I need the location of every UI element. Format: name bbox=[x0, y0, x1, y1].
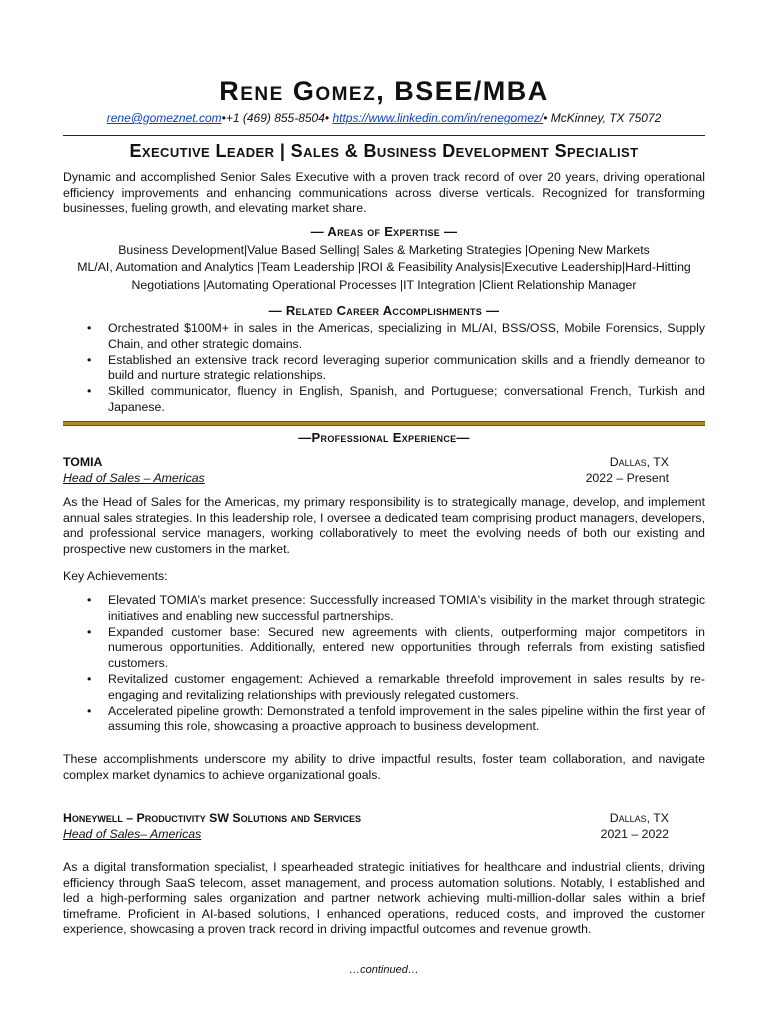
email-link[interactable]: rene@gomeznet.com bbox=[106, 111, 222, 125]
list-item: • Established an extensive track record leveraging superior communication skills and a friendly demeanor to build and nurture strategic relationships. bbox=[108, 353, 705, 384]
job-title: Head of Sales– Americas bbox=[63, 827, 202, 841]
list-item: • Skilled communicator, fluency in English, Spanish, and Portuguese; conversational French, Turkish and Japanese. bbox=[108, 384, 705, 415]
job-dates: 2022 – Present bbox=[585, 471, 669, 485]
accomplishments-heading: — Related Career Accomplishments — bbox=[268, 303, 500, 318]
expertise-line: ML/AI, Automation and Analytics |Team Leadership |ROI & Feasibility Analysis|Executive Leadership|Hard-Hitting bbox=[77, 260, 691, 274]
list-item: • Elevated TOMIA’s market presence: Successfully increased TOMIA's visibility in the market through strategic initiatives and enabling new successful partnerships. bbox=[108, 593, 705, 624]
candidate-name: Rene Gomez, BSEE/MBA bbox=[219, 76, 549, 106]
professional-headline: Executive Leader | Sales & Business Development Specialist bbox=[129, 141, 639, 161]
job-description: As the Head of Sales for the Americas, my primary responsibility is to strategically manage, develop, and implement annual sales strategies. In this leadership role, I oversee a dedicated team comprising product managers, developers, and professional service managers, working collaboratively to meet the evolving needs of both our existing and prospective new customers in the market. bbox=[63, 495, 705, 556]
job-dates: 2021 – 2022 bbox=[600, 827, 669, 841]
contact-line bbox=[0, 111, 768, 125]
list-item: • Orchestrated $100M+ in sales in the Americas, specializing in ML/AI, BSS/OSS, Mobile Forensics, Supply Chain, and other strategic domains. bbox=[108, 321, 705, 352]
linkedin-link[interactable]: https://www.linkedin.com/in/renegomez/ bbox=[332, 111, 544, 125]
experience-heading: —Professional Experience— bbox=[298, 430, 470, 445]
job-title: Head of Sales – Americas bbox=[63, 471, 205, 485]
expertise-line: Negotiations |Automating Operational Processes |IT Integration |Client Relationship Manager bbox=[131, 278, 637, 292]
job-description: As a digital transformation specialist, I spearheaded strategic initiatives for healthcare and industrial clients, driving efficiency through SaaS telecom, asset management, and process automation solutions. Notably, I established and led a high-performing sales organization and partner network achieving multi-million-dollar sales within a brief timeframe. Proficient in AI-based solutions, I enhanced operations, reduced costs, and improved the customer experience, showcasing a proven track record in driving impactful outcomes and revenue growth. bbox=[63, 860, 705, 937]
achievements-list bbox=[63, 593, 705, 735]
section-divider bbox=[63, 421, 705, 426]
job-closing: These accomplishments underscore my ability to drive impactful results, foster team collaboration, and navigate complex market dynamics to achieve organizational goals. bbox=[63, 752, 705, 782]
achievements-label: Key Achievements: bbox=[63, 569, 168, 583]
location: McKinney, TX 75072 bbox=[550, 111, 662, 125]
accomplishments-list bbox=[63, 321, 705, 416]
job-location: Dallas, TX bbox=[609, 455, 669, 469]
company-name: Honeywell – Productivity SW Solutions and Services bbox=[63, 811, 361, 825]
job-location: Dallas, TX bbox=[609, 811, 669, 825]
expertise-line: Business Development|Value Based Selling| Sales & Marketing Strategies |Opening New Markets bbox=[118, 243, 650, 257]
continued-footer: …continued… bbox=[349, 964, 419, 976]
list-item: • Revitalized customer engagement: Achieved a remarkable threefold improvement in sales results by re-engaging and revitalizing relationships with previously relegated customers. bbox=[108, 672, 705, 703]
contact-separator: • bbox=[543, 111, 548, 125]
contact-separator: • bbox=[221, 111, 226, 125]
phone-number: +1 (469) 855-8504 bbox=[225, 111, 325, 125]
contact-separator: • bbox=[324, 111, 330, 125]
list-item: • Accelerated pipeline growth: Demonstrated a tenfold improvement in the sales pipeline within the first year of assuming this role, showcasing a proactive approach to business development. bbox=[108, 704, 705, 735]
list-item: • Expanded customer base: Secured new agreements with clients, outperforming major competitors in numerous opportunities. Additionally, entered new opportunities through referrals from existing satisfied customers. bbox=[108, 625, 705, 672]
header-divider bbox=[63, 135, 705, 136]
company-name: TOMIA bbox=[63, 455, 103, 469]
summary-paragraph: Dynamic and accomplished Senior Sales Executive with a proven track record of over 20 years, driving operational efficiency improvements and enhancing communications across diverse verticals. Recognized for transforming businesses, fueling growth, and elevating market share. bbox=[63, 170, 705, 216]
expertise-heading: — Areas of Expertise — bbox=[310, 224, 458, 239]
